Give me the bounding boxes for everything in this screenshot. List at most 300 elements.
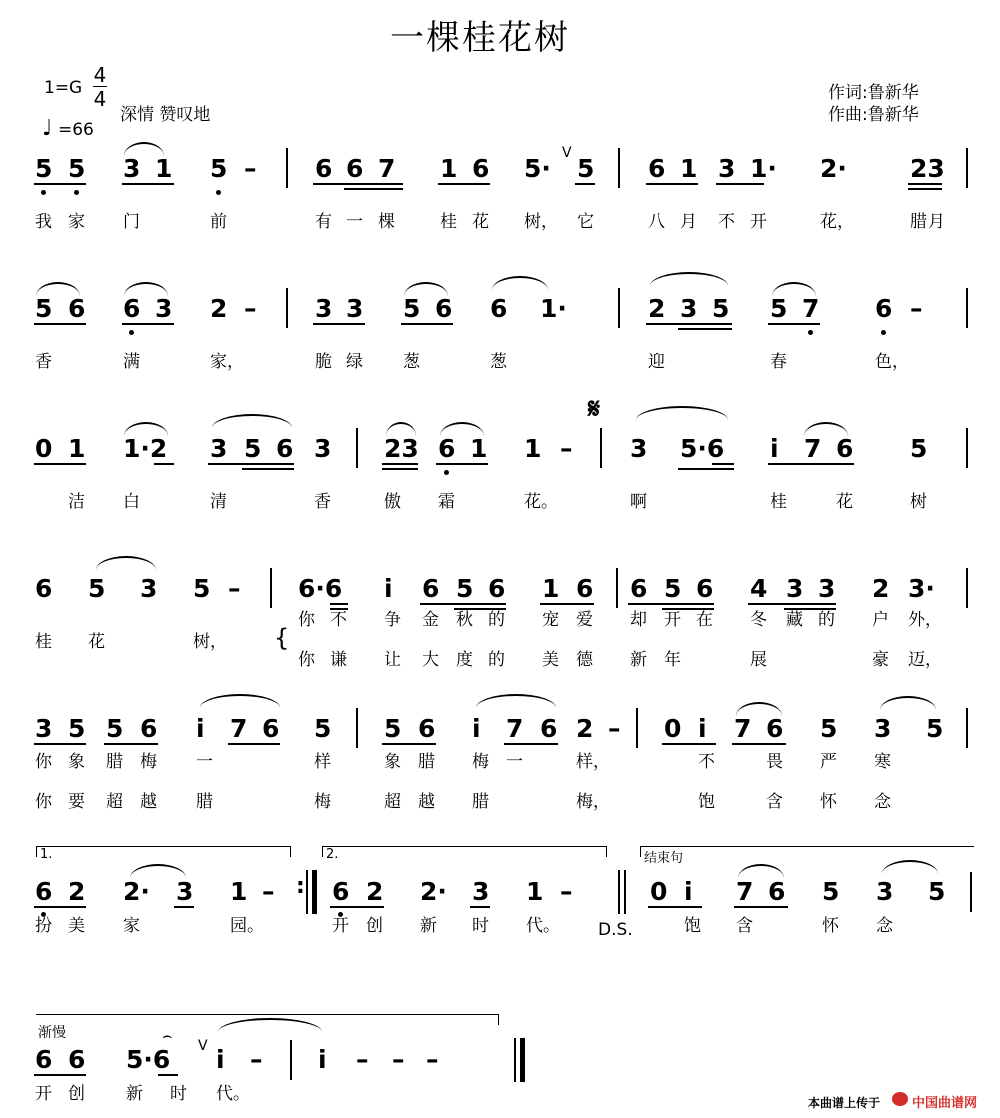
note: 2 [576, 714, 594, 743]
note: 5·6 [126, 1045, 171, 1074]
note: 23 [910, 154, 945, 183]
note: 4 [750, 574, 768, 603]
note: 5 [106, 714, 124, 743]
key-signature: 1=G [44, 78, 83, 98]
barline [636, 708, 638, 748]
barline [286, 148, 288, 188]
lyric: 月 [928, 212, 945, 232]
site-logo-icon [892, 1092, 908, 1106]
note: 6 [68, 1045, 86, 1074]
note: 5 [35, 294, 53, 323]
underline [712, 463, 734, 465]
dash: – [250, 1045, 263, 1074]
barline [286, 288, 288, 328]
lyric: 洁 [68, 492, 85, 512]
note: 6 [630, 574, 648, 603]
underline [208, 463, 294, 465]
underline [242, 468, 294, 470]
barline [618, 148, 620, 188]
lyric: 扮 [35, 916, 52, 936]
lyric: 八 [648, 212, 665, 232]
underline [34, 323, 86, 325]
lyric: 不 [330, 610, 347, 630]
lyric: 你 [35, 792, 52, 812]
slur [882, 860, 938, 874]
note: 2 [872, 574, 890, 603]
barline [356, 708, 358, 748]
expression-mark: 深情 赞叹地 [120, 105, 211, 125]
ritardando-mark: 渐慢 [38, 1025, 66, 1041]
note: 6 [276, 434, 294, 463]
slur [738, 864, 784, 878]
lyric: 的 [818, 610, 835, 630]
note: 7 [804, 434, 822, 463]
barline [600, 428, 602, 468]
repeat-dots-icon: : [296, 874, 305, 899]
lyric: 爱 [576, 610, 593, 630]
lyric: 一 [196, 752, 213, 772]
slur [200, 694, 280, 708]
time-signature-top: 4 [93, 63, 107, 87]
note: 1·2 [123, 434, 168, 463]
note: 3 [818, 574, 836, 603]
note: 3 [718, 154, 736, 183]
note: 6 [140, 714, 158, 743]
note: 6 [576, 574, 594, 603]
repeat-barline [306, 870, 317, 914]
lyric: 梅 [140, 752, 157, 772]
lyric: 家 [123, 916, 140, 936]
slur [636, 406, 728, 420]
underline [330, 603, 348, 605]
note: 5 [193, 574, 211, 603]
lyric: 的 [488, 610, 505, 630]
note: 6 [488, 574, 506, 603]
note: 6 [490, 294, 508, 323]
lyric: 金 [422, 610, 439, 630]
note: 6 [836, 434, 854, 463]
lyric: 傲 [384, 492, 401, 512]
barline [966, 568, 968, 608]
note: 6 [68, 294, 86, 323]
barline [970, 872, 972, 912]
note: 6·6 [298, 574, 343, 603]
lyric: 树， [193, 632, 227, 652]
note: 5 [928, 877, 946, 906]
lyric: 创 [366, 916, 383, 936]
lyric: 饱 [698, 792, 715, 812]
underline [908, 188, 942, 190]
note: 5· [524, 154, 551, 183]
underline [648, 906, 702, 908]
lyric: 时 [170, 1084, 187, 1104]
note: 6 [418, 714, 436, 743]
note: 3 [315, 294, 333, 323]
note: 5 [244, 434, 262, 463]
note: 6 [438, 434, 456, 463]
note: 1· [750, 154, 777, 183]
lyric: 你 [35, 752, 52, 772]
dash: – [262, 877, 275, 906]
underline [174, 906, 194, 908]
lyric: 怀 [820, 792, 837, 812]
lyric: 宠 [542, 610, 559, 630]
dash: – [608, 714, 621, 743]
underline [104, 743, 158, 745]
lyric: 含 [766, 792, 783, 812]
low-dot [41, 190, 46, 195]
lyric: 德 [576, 650, 593, 670]
lyric: 梅， [576, 792, 610, 812]
note: 6 [123, 294, 141, 323]
lyric: 秋 [456, 610, 473, 630]
note: 5 [384, 714, 402, 743]
lyric: 豪 [872, 650, 889, 670]
note: i [318, 1045, 327, 1074]
lyric: 家， [210, 352, 244, 372]
note: 5 [577, 154, 595, 183]
slur [880, 696, 936, 710]
lyric: 开 [35, 1084, 52, 1104]
note: 5 [68, 154, 86, 183]
lyric: 含 [736, 916, 753, 936]
note: 5 [210, 154, 228, 183]
lyric: 超 [106, 792, 123, 812]
composer: 作曲:鲁新华 [828, 105, 919, 125]
lyric: 念 [874, 792, 891, 812]
note: 6 [262, 714, 280, 743]
note: 5 [403, 294, 421, 323]
breath-mark: V [198, 1038, 208, 1054]
lyric: 迎 [648, 352, 665, 372]
note: 3 [123, 154, 141, 183]
lyric: 样， [576, 752, 610, 772]
underline [646, 183, 698, 185]
underline [438, 183, 490, 185]
slur [130, 864, 186, 878]
note: 5 [88, 574, 106, 603]
low-dot [74, 190, 79, 195]
lyric: 的 [488, 650, 505, 670]
lyric: 怀 [822, 916, 839, 936]
note: i [216, 1045, 225, 1074]
note: 5 [926, 714, 944, 743]
low-dot [881, 330, 886, 335]
note: 5 [456, 574, 474, 603]
note: 1 [470, 434, 488, 463]
note: 3 [35, 714, 53, 743]
note: 3· [908, 574, 935, 603]
volta-1: 1. [36, 846, 291, 857]
slur [650, 272, 728, 286]
underline [313, 323, 365, 325]
lyric: 脆 [315, 352, 332, 372]
footer-site-link[interactable]: 中国曲谱网 [912, 1096, 978, 1111]
lyric: 越 [140, 792, 157, 812]
barline [966, 148, 968, 188]
note: 6 [696, 574, 714, 603]
lyric: 创 [68, 1084, 85, 1104]
lyric: 绿 [346, 352, 363, 372]
note: 7 [378, 154, 396, 183]
note: 1 [155, 154, 173, 183]
quarter-note-icon: ♩ [42, 116, 53, 141]
lyric: 花 [88, 632, 105, 652]
lyric: 啊 [630, 492, 647, 512]
low-dot [216, 190, 221, 195]
lyric: 前 [210, 212, 227, 232]
segno-icon: 𝄋 [588, 392, 601, 425]
lyric: 梅 [314, 792, 331, 812]
note: i [684, 877, 693, 906]
underline [420, 603, 506, 605]
note: 3 [346, 294, 364, 323]
note: 5 [820, 714, 838, 743]
note: 6 [540, 714, 558, 743]
lyric: 谦 [330, 650, 347, 670]
underline [748, 603, 836, 605]
underline [436, 463, 488, 465]
lyric: 梅 [472, 752, 489, 772]
lyric: 白 [123, 492, 140, 512]
dash: – [356, 1045, 369, 1074]
lyric: 度 [456, 650, 473, 670]
time-signature-bottom: 4 [93, 87, 107, 111]
lyric: 新 [126, 1084, 143, 1104]
lyric: 腊 [418, 752, 435, 772]
note: 5 [35, 154, 53, 183]
note: 2· [123, 877, 150, 906]
note: 5 [314, 714, 332, 743]
lyric: 我 [35, 212, 52, 232]
tempo-value: =66 [58, 120, 94, 140]
note: 6 [768, 877, 786, 906]
note: 2 [68, 877, 86, 906]
note: i [472, 714, 481, 743]
lyric: 开 [750, 212, 767, 232]
underline [122, 183, 174, 185]
underline [628, 603, 714, 605]
dash: – [244, 154, 257, 183]
note: 1· [540, 294, 567, 323]
lyric: 它 [577, 212, 594, 232]
underline [154, 463, 174, 465]
lyric: 美 [68, 916, 85, 936]
footer-text: 本曲谱上传于 [808, 1096, 881, 1110]
slur [476, 694, 556, 708]
final-barline [514, 1038, 525, 1082]
lyric: 花。 [524, 492, 558, 512]
underline [228, 743, 280, 745]
low-dot [444, 470, 449, 475]
lyric: 香 [35, 352, 52, 372]
barline [290, 1040, 292, 1080]
note: i [698, 714, 707, 743]
lyric: 腊 [910, 212, 927, 232]
underline [382, 468, 418, 470]
barline [618, 288, 620, 328]
dash: – [426, 1045, 439, 1074]
lyric: 超 [384, 792, 401, 812]
note: 1 [542, 574, 560, 603]
lyric: 外， [908, 610, 942, 630]
barline [966, 288, 968, 328]
note: 5 [664, 574, 682, 603]
note: 1 [230, 877, 248, 906]
lyric: 家 [68, 212, 85, 232]
note: 2 [210, 294, 228, 323]
lyric: 代。 [526, 916, 560, 936]
note: 6 [422, 574, 440, 603]
note: 3 [630, 434, 648, 463]
dash: – [392, 1045, 405, 1074]
dash: – [910, 294, 923, 323]
note: 3 [155, 294, 173, 323]
note: 7 [506, 714, 524, 743]
lyric: 你 [298, 610, 315, 630]
slur [212, 414, 292, 428]
underline [34, 906, 86, 908]
underline [678, 328, 732, 330]
lyric: 腊 [106, 752, 123, 772]
lyric: 树 [910, 492, 927, 512]
lyric: 桂 [440, 212, 457, 232]
note: 1 [680, 154, 698, 183]
underline [34, 463, 86, 465]
barline [616, 568, 618, 608]
lyric: 花， [820, 212, 854, 232]
lyric: 月 [680, 212, 697, 232]
lyric: 念 [876, 916, 893, 936]
note: 6 [472, 154, 490, 183]
note: 3 [786, 574, 804, 603]
note: 6 [35, 877, 53, 906]
underline [575, 183, 595, 185]
note: 2· [820, 154, 847, 183]
breath-mark: V [562, 145, 572, 161]
note: 7 [230, 714, 248, 743]
lyric: 样 [314, 752, 331, 772]
lyric: 畏 [766, 752, 783, 772]
lyric: 却 [630, 610, 647, 630]
dash: – [244, 294, 257, 323]
note: 6 [346, 154, 364, 183]
lyric: 花 [472, 212, 489, 232]
lyric: 不 [718, 212, 735, 232]
note: 5 [68, 714, 86, 743]
note: 3 [680, 294, 698, 323]
lyric: 开 [664, 610, 681, 630]
underline [313, 183, 403, 185]
lyric: 色， [875, 352, 909, 372]
lyric: 寒 [874, 752, 891, 772]
underline [382, 463, 418, 465]
lyric: 开 [332, 916, 349, 936]
lyric: 桂 [770, 492, 787, 512]
lyric: 藏 [786, 610, 803, 630]
underline [678, 468, 734, 470]
lyric: 要 [68, 792, 85, 812]
lyric: 腊 [196, 792, 213, 812]
lyric: 时 [472, 916, 489, 936]
note: 1 [526, 877, 544, 906]
lyricist: 作词:鲁新华 [828, 83, 919, 103]
underline [382, 743, 436, 745]
underline [34, 183, 86, 185]
note: 6 [332, 877, 350, 906]
lyric: 代。 [216, 1084, 250, 1104]
note: 2 [366, 877, 384, 906]
note: 6 [875, 294, 893, 323]
note: 3 [314, 434, 332, 463]
lyric: 一 [506, 752, 523, 772]
underline [540, 603, 594, 605]
lyric: 新 [630, 650, 647, 670]
lyric: 清 [210, 492, 227, 512]
underline [470, 906, 490, 908]
note: 6 [35, 1045, 53, 1074]
lyric: 一 [346, 212, 363, 232]
lyric: 花 [836, 492, 853, 512]
note: i [196, 714, 205, 743]
lyric: 严 [820, 752, 837, 772]
low-dot [129, 330, 134, 335]
underline [646, 323, 732, 325]
verse-brace: { [274, 624, 290, 652]
note: 6 [766, 714, 784, 743]
note: 23 [384, 434, 419, 463]
lyric: 园。 [230, 916, 264, 936]
low-dot [808, 330, 813, 335]
ending-label: 结束句 [640, 846, 974, 857]
note: 6 [648, 154, 666, 183]
note: 6 [315, 154, 333, 183]
dash: – [560, 877, 573, 906]
lyric: 大 [422, 650, 439, 670]
lyric: 让 [384, 650, 401, 670]
note: 5·6 [680, 434, 725, 463]
note: 7 [802, 294, 820, 323]
underline [662, 743, 716, 745]
lyric: 你 [298, 650, 315, 670]
note: 3 [874, 714, 892, 743]
barline [270, 568, 272, 608]
note: 5 [910, 434, 928, 463]
underline [734, 906, 788, 908]
volta-2: 2. [322, 846, 607, 857]
barline [966, 428, 968, 468]
underline [504, 743, 558, 745]
note: 0 [664, 714, 682, 743]
note: 1 [68, 434, 86, 463]
lyric: 葱 [490, 352, 507, 372]
lyric: 新 [420, 916, 437, 936]
lyric: 户 [872, 610, 889, 630]
double-barline [618, 870, 626, 914]
lyric: 象 [68, 752, 85, 772]
fermata-icon: ⌢ [162, 1026, 173, 1045]
slur [96, 556, 156, 570]
lyric: 迈， [908, 650, 942, 670]
lyric: 冬 [750, 610, 767, 630]
da-segno: D.S. [598, 920, 633, 940]
lyric: 葱 [403, 352, 420, 372]
note: 5 [770, 294, 788, 323]
underline [768, 323, 820, 325]
note: 2 [648, 294, 666, 323]
lyric: 腊 [472, 792, 489, 812]
lyric: 象 [384, 752, 401, 772]
